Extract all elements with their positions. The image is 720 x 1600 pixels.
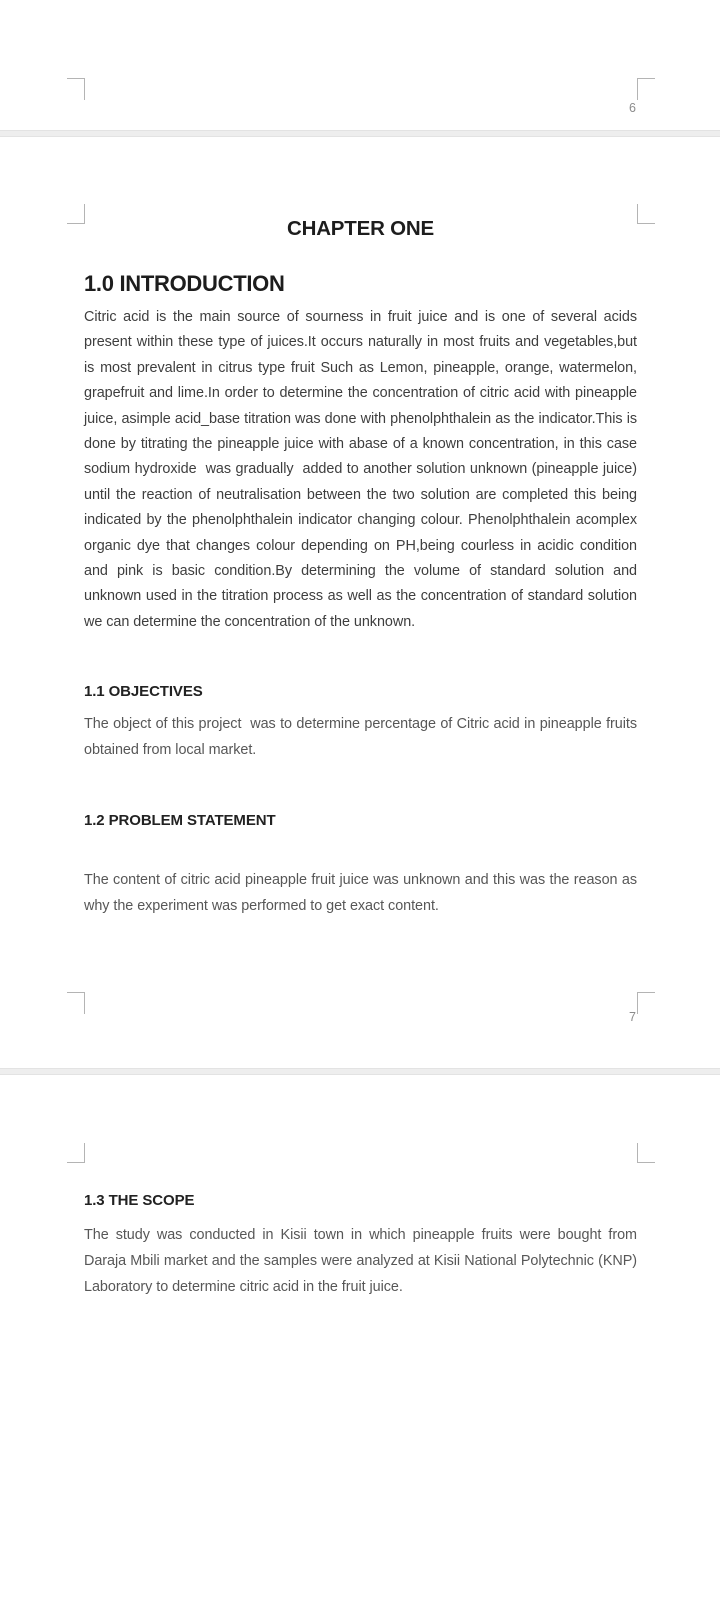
scope-heading: 1.3 THE SCOPE xyxy=(84,1192,195,1209)
crop-mark-top-right-icon xyxy=(637,1143,655,1163)
page-separator xyxy=(0,1068,720,1075)
introduction-paragraph: Citric acid is the main source of sourness in fruit juice and is one of several acids present within these type of juices.It occurs naturally in most fruits and vegetables,but is most prevalent in citrus type fruit Such as Lemon, pineapple, orange, watermelon, grapefruit and lime.In order to determine the concentration of citric acid with pineapple juice, asimple acid_base titration was done with phenolphthalein as the indicator.This is done by titrating the pineapple juice with abase of a known concentration, in this case sodium hydroxide was gradually added to another solution unknown (pineapple juice) until the reaction of neutralisation between the two solution are completed this being indicated by the phenolphthalein indicator changing colour. Phenolphthalein acomplex organic dye that changes colour depending on PH,being courless in acidic condition and pink is basic condition.By determining the volume of standard solution and unknown used in the titration process as well as the concentration of standard solution we can determine the concentration of the unknown. xyxy=(84,309,641,630)
crop-mark-top-right-icon xyxy=(637,204,655,224)
page-number: 7 xyxy=(629,1010,636,1024)
crop-mark-bottom-left-icon xyxy=(67,78,85,100)
objectives-heading: 1.1 OBJECTIVES xyxy=(84,683,203,700)
chapter-heading: CHAPTER ONE xyxy=(286,217,434,240)
crop-mark-bottom-right-icon xyxy=(637,78,655,100)
page-8 xyxy=(0,1075,720,1600)
introduction-heading: 1.0 INTRODUCTION xyxy=(84,271,285,296)
problem-statement-heading: 1.2 PROBLEM STATEMENT xyxy=(84,812,276,829)
objectives-paragraph: The object of this project was to determine percentage of Citric acid in pineapple fruits obtained from local market. xyxy=(84,716,641,758)
page-6 xyxy=(0,0,720,130)
crop-mark-bottom-left-icon xyxy=(67,992,85,1014)
page-7 xyxy=(0,137,720,1068)
crop-mark-top-left-icon xyxy=(67,1143,85,1163)
scope-paragraph: The study was conducted in Kisii town in which pineapple fruits were bought from Daraja Mbili market and the samples were analyzed at Kisii National Polytechnic (KNP) Laboratory to determine citric acid in the fruit juice. xyxy=(84,1227,641,1295)
page-number: 6 xyxy=(629,101,636,115)
crop-mark-top-left-icon xyxy=(67,204,85,224)
page-separator xyxy=(0,130,720,137)
problem-statement-paragraph: The content of citric acid pineapple fruit juice was unknown and this was the reason as why the experiment was performed to get exact content. xyxy=(84,872,641,914)
crop-mark-bottom-right-icon xyxy=(637,992,655,1014)
